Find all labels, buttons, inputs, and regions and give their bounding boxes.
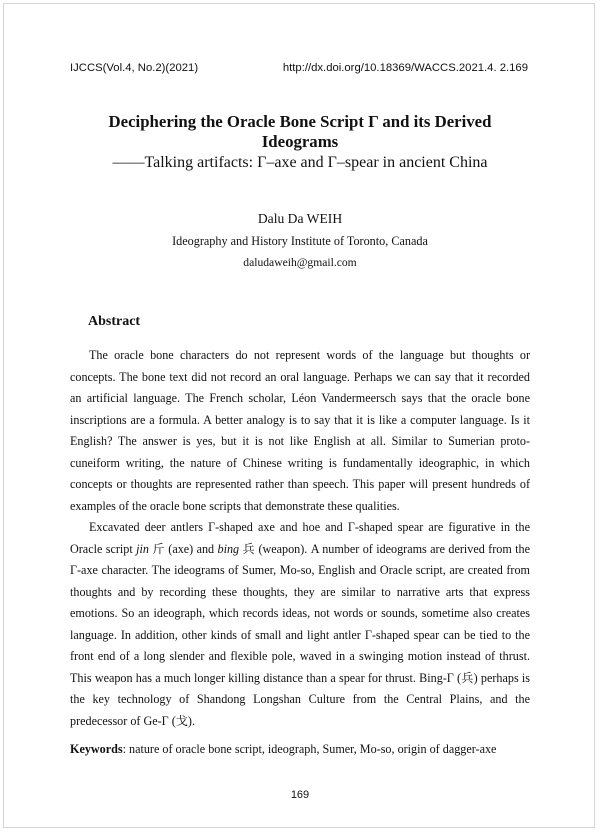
paper-title: Deciphering the Oracle Bone Script Γ and its Derived Ideograms [108, 112, 492, 151]
keywords [70, 740, 530, 758]
bing-character: 兵 [242, 541, 256, 556]
keywords-text: : nature of oracle bone script, ideograph, Sumer, Mo-so, origin of dagger-axe [122, 742, 497, 756]
jin-character: 斤 [152, 541, 165, 556]
paragraph-text: Excavated deer antlers Γ-shaped axe and hoe and Γ-shaped spear are figurative in the Oracle script [70, 520, 530, 556]
bing-term: bing [217, 541, 240, 556]
author-email[interactable]: daludaweih@gmail.com [243, 256, 357, 269]
abstract-heading: Abstract [88, 314, 141, 329]
keywords-label: Keywords [70, 742, 123, 756]
doi-link[interactable]: http://dx.doi.org/10.18369/WACCS.2021.4. 2.169 [282, 62, 528, 74]
journal-citation: IJCCS(Vol.4, No.2)(2021) [70, 62, 199, 74]
author-affiliation: Ideography and History Institute of Toronto, Canada [172, 234, 428, 248]
abstract-body [70, 345, 530, 732]
jin-term: jin [136, 541, 149, 556]
abstract-paragraph-2 [70, 517, 530, 732]
page-number: 169 [290, 789, 310, 801]
author-name: Dalu Da WEIH [257, 211, 343, 226]
abstract-paragraph-1: The oracle bone characters do not represent words of the language but thoughts or concepts. The bone text did not record an oral language. Perhaps we can say that it recorded an artificial language. The French scholar, Léon Vandermeersch says that the oracle bone inscriptions are a formula. A better analogy is to say that it is like a computer language. Is it English? The answer is yes, but it is not like English at all. Similar to Sumerian proto-cuneiform writing, the nature of Chinese writing is fundamentally ideographic, in which concepts or thoughts are represented rather than speech. This paper will present hundreds of examples of the oracle bone scripts that demonstrate these qualities. [70, 348, 530, 513]
paper-subtitle: ——Talking artifacts: Γ–axe and Γ–spear in ancient China [112, 154, 488, 171]
paragraph-text: (axe) and [164, 541, 218, 556]
paragraph-text: (weapon). A number of ideograms are derived from the Γ-axe character. The ideograms of Sumer, Mo-so, English and Oracle script, are created from thoughts and by recording these thoughts, they are similar to narrative arts that express emotions. So an ideograph, which records ideas, not words or sounds, sometime also creates language. In addition, other kinds of small and light antler Γ-shaped spear can be tied to the front end of a long slender and flexible pole, waved in a swinging motion instead of thrust. This weapon has a much longer killing distance than a spear for thrust. Bing-Γ (兵) perhaps is the key technology of Shandong Longshan Culture from the Central Plains, and the predecessor of Ge-Γ (戈). [70, 541, 531, 728]
running-header [70, 62, 528, 74]
